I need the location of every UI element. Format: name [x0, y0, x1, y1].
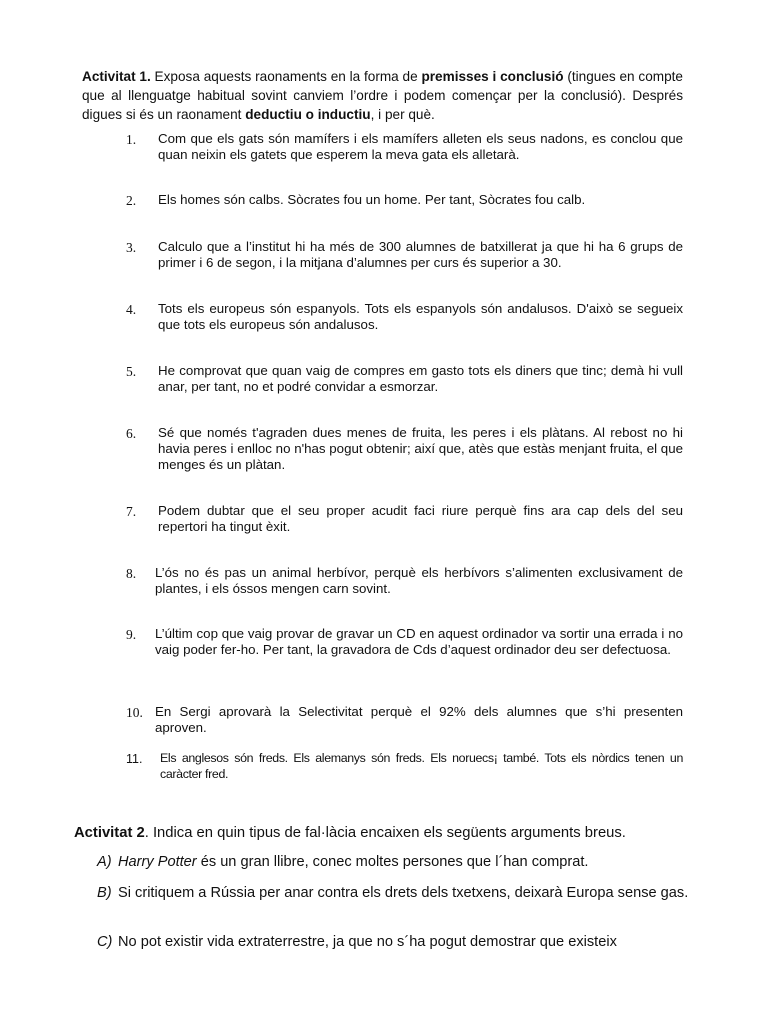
- activity1-intro-bold: deductiu o inductiu: [245, 107, 371, 122]
- list-item-text: Podem dubtar que el seu proper acudit faci riure perquè fins ara cap dels del seu repertori ha tingut èxit.: [158, 503, 683, 534]
- list-item-text: Calculo que a l’institut hi ha més de 300 alumnes de batxillerat ja que hi ha 6 grups de primer i 6 de segon, i la mitjana d’alumnes per curs és superior a 30.: [158, 239, 683, 270]
- activity1-title: Activitat 1.: [82, 69, 151, 84]
- list-item-number: 5.: [126, 364, 137, 379]
- book-title: Harry Potter: [118, 854, 197, 870]
- list-item-number: 4.: [126, 302, 137, 317]
- fallacy-text: Si critiquem a Rússia per anar contra els drets dels txetxens, deixarà Europa sense gas.: [118, 885, 689, 901]
- list-item-number: 1.: [126, 132, 137, 147]
- fallacy-text-rest: és un gran llibre, conec moltes persones que l´han comprat.: [196, 854, 589, 870]
- list-item-number: 3.: [126, 240, 137, 255]
- list-item-number: 7.: [126, 504, 137, 519]
- list-item-text: Com que els gats són mamífers i els mamífers alleten els seus nadons, es conclou que quan neixin els gatets que esperem la meva gata els alletarà.: [158, 131, 683, 162]
- list-item-number: 9.: [126, 627, 137, 642]
- list-item-number: 8.: [126, 566, 137, 581]
- fallacy-letter: A): [97, 854, 112, 870]
- activity2-intro: . Indica en quin tipus de fal·làcia encaixen els següents arguments breus.: [144, 825, 626, 841]
- fallacy-text: [118, 852, 698, 872]
- list-item-text: En Sergi aprovarà la Selectivitat perquè el 92% dels alumnes que s’hi presenten aproven.: [155, 704, 683, 735]
- list-item-number: 2.: [126, 193, 137, 208]
- list-item-number: 10.: [126, 705, 143, 720]
- activity1-intro-bold: premisses i conclusió: [421, 69, 564, 84]
- list-item-number: 11.: [126, 752, 143, 766]
- activity1-intro-text: , i per què.: [370, 107, 435, 122]
- list-item-text: He comprovat que quan vaig de compres em gasto tots els diners que tinc; demà hi vull anar, per tant, no et podré convidar a esmorzar.: [158, 363, 683, 394]
- activity1-intro-text: Exposa aquests raonaments en la forma de: [150, 69, 422, 84]
- activity1-intro: [82, 67, 683, 124]
- list-item-number: 6.: [126, 426, 137, 441]
- list-item-text: Sé que només t'agraden dues menes de fruita, les peres i els plàtans. Al rebost no hi havia peres i enlloc no n'has pogut obtenir; així que, atès que estàs menjant fruita, el que menges és un plàtan.: [158, 425, 683, 472]
- list-item-text: Tots els europeus són espanyols. Tots els espanyols són andalusos. D'això se segueix que tots els europeus són andalusos.: [158, 301, 683, 332]
- fallacy-letter: B): [97, 885, 112, 901]
- list-item-text: Els anglesos són freds. Els alemanys són freds. Els noruecs¡ també. Tots els nòrdics tenen un caràcter fred.: [160, 751, 683, 781]
- list-item-text: L’ós no és pas un animal herbívor, perquè els herbívors s’alimenten exclusivament de plantes, i els óssos mengen carn sovint.: [155, 565, 683, 596]
- activity2-heading: [74, 823, 714, 843]
- list-item-text: Els homes són calbs. Sòcrates fou un home. Per tant, Sòcrates fou calb.: [158, 192, 586, 207]
- activity1-intro-text: (tingues en compte que al llenguatge habitual sovint canviem l’ordre i podem començar per la conclusió). Després digues si és un raonament: [82, 69, 683, 122]
- fallacy-letter: C): [97, 934, 113, 950]
- fallacy-text: No pot existir vida extraterrestre, ja que no s´ha pogut demostrar que existeix: [118, 934, 617, 950]
- list-item-text: L’últim cop que vaig provar de gravar un CD en aquest ordinador va sortir una errada i no vaig poder fer-ho. Per tant, la gravadora de Cds d’aquest ordinador deu ser defectuosa.: [155, 626, 683, 657]
- activity2-title: Activitat 2: [74, 825, 145, 841]
